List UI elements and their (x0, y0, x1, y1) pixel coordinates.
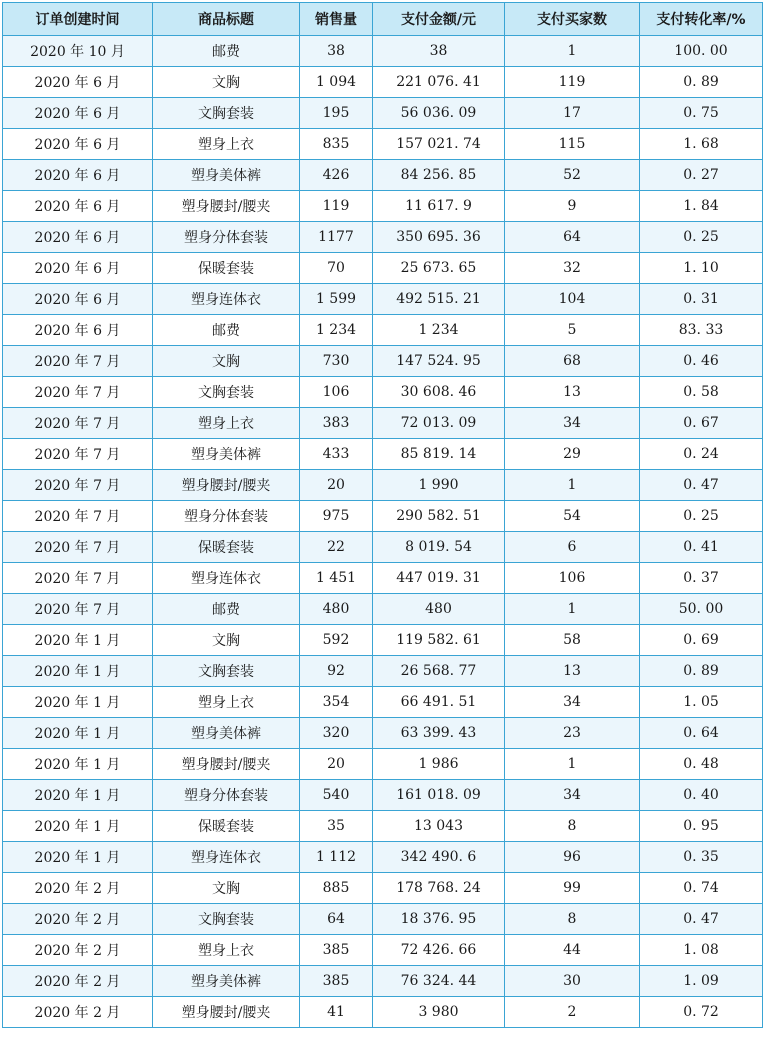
cell-order-time: 2020 年 7 月 (3, 563, 153, 594)
sales-table (2, 2, 763, 1028)
cell-buyer-count: 13 (505, 656, 640, 687)
cell-product-title: 邮费 (153, 315, 300, 346)
table-row (3, 718, 763, 749)
cell-order-time: 2020 年 6 月 (3, 98, 153, 129)
table-row (3, 408, 763, 439)
cell-buyer-count: 106 (505, 563, 640, 594)
cell-sales-volume: 592 (300, 625, 373, 656)
table-row (3, 656, 763, 687)
cell-product-title: 保暖套装 (153, 253, 300, 284)
cell-product-title: 文胸套装 (153, 98, 300, 129)
cell-order-time: 2020 年 10 月 (3, 36, 153, 67)
cell-payment-amount: 13 043 (373, 811, 505, 842)
table-row (3, 377, 763, 408)
cell-conversion-rate: 0. 67 (640, 408, 763, 439)
cell-buyer-count: 99 (505, 873, 640, 904)
table-row (3, 966, 763, 997)
table-row (3, 315, 763, 346)
cell-conversion-rate: 100. 00 (640, 36, 763, 67)
cell-payment-amount: 161 018. 09 (373, 780, 505, 811)
cell-product-title: 塑身美体裤 (153, 160, 300, 191)
cell-order-time: 2020 年 1 月 (3, 780, 153, 811)
cell-payment-amount: 447 019. 31 (373, 563, 505, 594)
cell-buyer-count: 115 (505, 129, 640, 160)
cell-product-title: 文胸 (153, 873, 300, 904)
cell-product-title: 塑身分体套装 (153, 780, 300, 811)
cell-payment-amount: 25 673. 65 (373, 253, 505, 284)
cell-conversion-rate: 1. 09 (640, 966, 763, 997)
table-row (3, 563, 763, 594)
cell-sales-volume: 1 599 (300, 284, 373, 315)
table-row (3, 935, 763, 966)
cell-order-time: 2020 年 2 月 (3, 904, 153, 935)
cell-buyer-count: 34 (505, 687, 640, 718)
cell-product-title: 塑身连体衣 (153, 563, 300, 594)
cell-sales-volume: 383 (300, 408, 373, 439)
cell-conversion-rate: 0. 64 (640, 718, 763, 749)
table-row (3, 191, 763, 222)
cell-conversion-rate: 0. 37 (640, 563, 763, 594)
table-row (3, 532, 763, 563)
cell-conversion-rate: 0. 46 (640, 346, 763, 377)
cell-payment-amount: 72 013. 09 (373, 408, 505, 439)
table-row (3, 470, 763, 501)
cell-conversion-rate: 83. 33 (640, 315, 763, 346)
cell-order-time: 2020 年 7 月 (3, 439, 153, 470)
cell-order-time: 2020 年 6 月 (3, 129, 153, 160)
cell-buyer-count: 58 (505, 625, 640, 656)
cell-sales-volume: 195 (300, 98, 373, 129)
table-row (3, 594, 763, 625)
cell-payment-amount: 350 695. 36 (373, 222, 505, 253)
cell-payment-amount: 119 582. 61 (373, 625, 505, 656)
table-row (3, 129, 763, 160)
cell-payment-amount: 85 819. 14 (373, 439, 505, 470)
cell-sales-volume: 975 (300, 501, 373, 532)
cell-conversion-rate: 0. 35 (640, 842, 763, 873)
cell-conversion-rate: 1. 68 (640, 129, 763, 160)
cell-product-title: 塑身腰封/腰夹 (153, 470, 300, 501)
cell-product-title: 文胸套装 (153, 656, 300, 687)
table-row (3, 687, 763, 718)
cell-product-title: 文胸套装 (153, 904, 300, 935)
cell-order-time: 2020 年 1 月 (3, 656, 153, 687)
cell-buyer-count: 96 (505, 842, 640, 873)
cell-payment-amount: 1 990 (373, 470, 505, 501)
cell-conversion-rate: 0. 27 (640, 160, 763, 191)
cell-sales-volume: 1 112 (300, 842, 373, 873)
cell-buyer-count: 17 (505, 98, 640, 129)
cell-payment-amount: 38 (373, 36, 505, 67)
cell-conversion-rate: 1. 84 (640, 191, 763, 222)
cell-payment-amount: 11 617. 9 (373, 191, 505, 222)
cell-order-time: 2020 年 6 月 (3, 222, 153, 253)
cell-payment-amount: 157 021. 74 (373, 129, 505, 160)
cell-order-time: 2020 年 6 月 (3, 284, 153, 315)
cell-buyer-count: 23 (505, 718, 640, 749)
cell-buyer-count: 9 (505, 191, 640, 222)
cell-sales-volume: 41 (300, 997, 373, 1028)
cell-product-title: 塑身上衣 (153, 129, 300, 160)
cell-sales-volume: 385 (300, 935, 373, 966)
cell-order-time: 2020 年 7 月 (3, 408, 153, 439)
cell-product-title: 塑身上衣 (153, 935, 300, 966)
cell-payment-amount: 480 (373, 594, 505, 625)
cell-conversion-rate: 0. 47 (640, 470, 763, 501)
cell-payment-amount: 492 515. 21 (373, 284, 505, 315)
table-row (3, 67, 763, 98)
cell-sales-volume: 35 (300, 811, 373, 842)
cell-order-time: 2020 年 1 月 (3, 718, 153, 749)
cell-sales-volume: 480 (300, 594, 373, 625)
cell-buyer-count: 8 (505, 811, 640, 842)
cell-product-title: 保暖套装 (153, 532, 300, 563)
cell-order-time: 2020 年 1 月 (3, 842, 153, 873)
table-row (3, 501, 763, 532)
table-row (3, 222, 763, 253)
table-row (3, 904, 763, 935)
cell-payment-amount: 63 399. 43 (373, 718, 505, 749)
cell-buyer-count: 1 (505, 36, 640, 67)
cell-order-time: 2020 年 6 月 (3, 253, 153, 284)
cell-buyer-count: 54 (505, 501, 640, 532)
cell-payment-amount: 290 582. 51 (373, 501, 505, 532)
cell-conversion-rate: 1. 05 (640, 687, 763, 718)
cell-sales-volume: 64 (300, 904, 373, 935)
cell-buyer-count: 1 (505, 749, 640, 780)
cell-product-title: 塑身分体套装 (153, 501, 300, 532)
cell-conversion-rate: 0. 75 (640, 98, 763, 129)
cell-conversion-rate: 0. 95 (640, 811, 763, 842)
cell-order-time: 2020 年 7 月 (3, 377, 153, 408)
cell-conversion-rate: 1. 08 (640, 935, 763, 966)
cell-sales-volume: 22 (300, 532, 373, 563)
cell-product-title: 塑身上衣 (153, 687, 300, 718)
cell-conversion-rate: 0. 69 (640, 625, 763, 656)
cell-sales-volume: 1 234 (300, 315, 373, 346)
cell-order-time: 2020 年 7 月 (3, 346, 153, 377)
table-row (3, 253, 763, 284)
cell-buyer-count: 8 (505, 904, 640, 935)
cell-order-time: 2020 年 7 月 (3, 470, 153, 501)
cell-payment-amount: 66 491. 51 (373, 687, 505, 718)
cell-buyer-count: 34 (505, 408, 640, 439)
cell-conversion-rate: 1. 10 (640, 253, 763, 284)
cell-product-title: 塑身上衣 (153, 408, 300, 439)
cell-buyer-count: 64 (505, 222, 640, 253)
cell-product-title: 文胸 (153, 346, 300, 377)
table-row (3, 749, 763, 780)
cell-conversion-rate: 0. 89 (640, 67, 763, 98)
cell-conversion-rate: 0. 74 (640, 873, 763, 904)
cell-payment-amount: 18 376. 95 (373, 904, 505, 935)
cell-conversion-rate: 0. 25 (640, 222, 763, 253)
cell-product-title: 保暖套装 (153, 811, 300, 842)
cell-product-title: 邮费 (153, 594, 300, 625)
header-buyer-count: 支付买家数 (505, 3, 640, 36)
cell-sales-volume: 835 (300, 129, 373, 160)
cell-product-title: 文胸 (153, 67, 300, 98)
cell-product-title: 塑身腰封/腰夹 (153, 997, 300, 1028)
cell-conversion-rate: 0. 31 (640, 284, 763, 315)
cell-payment-amount: 76 324. 44 (373, 966, 505, 997)
cell-conversion-rate: 0. 89 (640, 656, 763, 687)
cell-payment-amount: 26 568. 77 (373, 656, 505, 687)
header-product-title: 商品标题 (153, 3, 300, 36)
cell-buyer-count: 6 (505, 532, 640, 563)
cell-product-title: 塑身腰封/腰夹 (153, 191, 300, 222)
cell-sales-volume: 385 (300, 966, 373, 997)
cell-product-title: 塑身腰封/腰夹 (153, 749, 300, 780)
table-row (3, 284, 763, 315)
cell-order-time: 2020 年 1 月 (3, 687, 153, 718)
cell-product-title: 塑身连体衣 (153, 284, 300, 315)
cell-sales-volume: 433 (300, 439, 373, 470)
cell-sales-volume: 730 (300, 346, 373, 377)
cell-buyer-count: 68 (505, 346, 640, 377)
table-row (3, 160, 763, 191)
cell-conversion-rate: 0. 41 (640, 532, 763, 563)
table-row (3, 811, 763, 842)
cell-order-time: 2020 年 2 月 (3, 873, 153, 904)
cell-sales-volume: 1 451 (300, 563, 373, 594)
cell-buyer-count: 1 (505, 594, 640, 625)
cell-conversion-rate: 0. 40 (640, 780, 763, 811)
cell-order-time: 2020 年 7 月 (3, 501, 153, 532)
table-row (3, 346, 763, 377)
cell-payment-amount: 72 426. 66 (373, 935, 505, 966)
table-row (3, 997, 763, 1028)
cell-order-time: 2020 年 2 月 (3, 935, 153, 966)
header-sales-volume: 销售量 (300, 3, 373, 36)
cell-product-title: 塑身分体套装 (153, 222, 300, 253)
cell-sales-volume: 20 (300, 470, 373, 501)
header-row (3, 3, 763, 36)
cell-sales-volume: 70 (300, 253, 373, 284)
cell-order-time: 2020 年 6 月 (3, 315, 153, 346)
table-row (3, 780, 763, 811)
cell-payment-amount: 84 256. 85 (373, 160, 505, 191)
cell-order-time: 2020 年 6 月 (3, 67, 153, 98)
cell-product-title: 邮费 (153, 36, 300, 67)
cell-order-time: 2020 年 2 月 (3, 966, 153, 997)
cell-payment-amount: 147 524. 95 (373, 346, 505, 377)
cell-buyer-count: 29 (505, 439, 640, 470)
table-row (3, 98, 763, 129)
cell-sales-volume: 1177 (300, 222, 373, 253)
cell-payment-amount: 30 608. 46 (373, 377, 505, 408)
table-row (3, 439, 763, 470)
cell-payment-amount: 3 980 (373, 997, 505, 1028)
header-payment-amount: 支付金额/元 (373, 3, 505, 36)
cell-conversion-rate: 0. 25 (640, 501, 763, 532)
header-conversion-rate: 支付转化率/% (640, 3, 763, 36)
cell-sales-volume: 119 (300, 191, 373, 222)
cell-order-time: 2020 年 7 月 (3, 532, 153, 563)
cell-sales-volume: 540 (300, 780, 373, 811)
cell-product-title: 塑身美体裤 (153, 966, 300, 997)
table-header (3, 3, 763, 36)
cell-conversion-rate: 50. 00 (640, 594, 763, 625)
cell-product-title: 文胸套装 (153, 377, 300, 408)
cell-buyer-count: 119 (505, 67, 640, 98)
cell-order-time: 2020 年 1 月 (3, 811, 153, 842)
cell-sales-volume: 38 (300, 36, 373, 67)
cell-conversion-rate: 0. 48 (640, 749, 763, 780)
cell-payment-amount: 342 490. 6 (373, 842, 505, 873)
cell-sales-volume: 20 (300, 749, 373, 780)
cell-conversion-rate: 0. 72 (640, 997, 763, 1028)
table-row (3, 625, 763, 656)
cell-sales-volume: 354 (300, 687, 373, 718)
cell-payment-amount: 1 234 (373, 315, 505, 346)
cell-order-time: 2020 年 1 月 (3, 749, 153, 780)
cell-product-title: 文胸 (153, 625, 300, 656)
cell-buyer-count: 32 (505, 253, 640, 284)
table-body (3, 36, 763, 1028)
table-row (3, 842, 763, 873)
cell-conversion-rate: 0. 47 (640, 904, 763, 935)
cell-order-time: 2020 年 7 月 (3, 594, 153, 625)
cell-sales-volume: 320 (300, 718, 373, 749)
cell-buyer-count: 52 (505, 160, 640, 191)
cell-payment-amount: 1 986 (373, 749, 505, 780)
cell-payment-amount: 221 076. 41 (373, 67, 505, 98)
cell-product-title: 塑身连体衣 (153, 842, 300, 873)
cell-buyer-count: 1 (505, 470, 640, 501)
cell-payment-amount: 56 036. 09 (373, 98, 505, 129)
cell-order-time: 2020 年 6 月 (3, 191, 153, 222)
cell-product-title: 塑身美体裤 (153, 439, 300, 470)
cell-order-time: 2020 年 1 月 (3, 625, 153, 656)
header-order-time: 订单创建时间 (3, 3, 153, 36)
cell-buyer-count: 5 (505, 315, 640, 346)
cell-order-time: 2020 年 6 月 (3, 160, 153, 191)
cell-sales-volume: 1 094 (300, 67, 373, 98)
cell-product-title: 塑身美体裤 (153, 718, 300, 749)
cell-sales-volume: 106 (300, 377, 373, 408)
cell-buyer-count: 13 (505, 377, 640, 408)
table-row (3, 873, 763, 904)
cell-buyer-count: 2 (505, 997, 640, 1028)
cell-buyer-count: 104 (505, 284, 640, 315)
cell-payment-amount: 8 019. 54 (373, 532, 505, 563)
cell-sales-volume: 92 (300, 656, 373, 687)
cell-buyer-count: 30 (505, 966, 640, 997)
table-row (3, 36, 763, 67)
cell-conversion-rate: 0. 24 (640, 439, 763, 470)
cell-conversion-rate: 0. 58 (640, 377, 763, 408)
cell-order-time: 2020 年 2 月 (3, 997, 153, 1028)
cell-buyer-count: 34 (505, 780, 640, 811)
cell-buyer-count: 44 (505, 935, 640, 966)
cell-sales-volume: 885 (300, 873, 373, 904)
cell-sales-volume: 426 (300, 160, 373, 191)
cell-payment-amount: 178 768. 24 (373, 873, 505, 904)
